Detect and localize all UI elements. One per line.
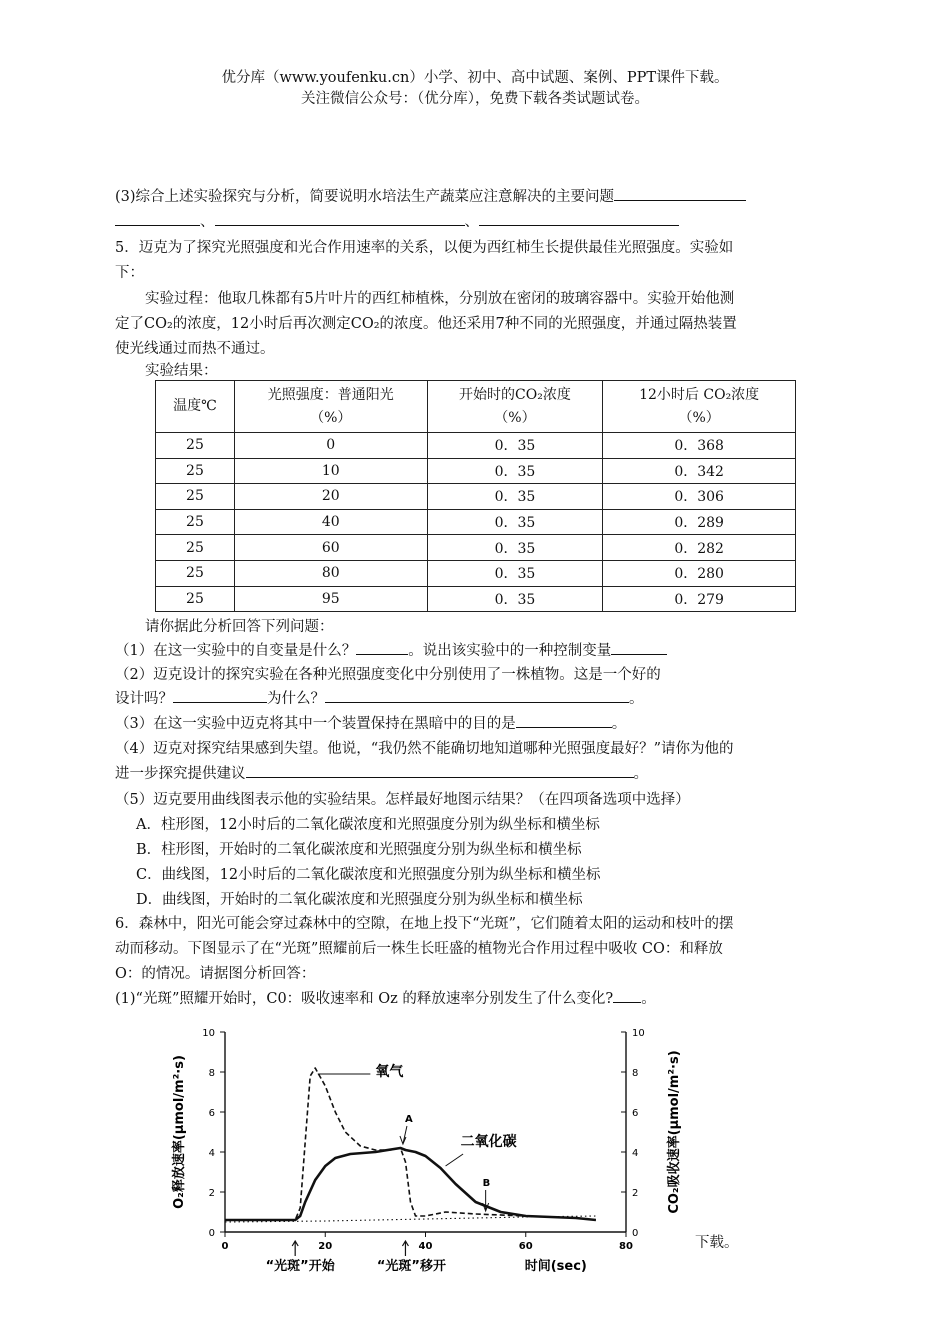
spot-start-label: “光斑”开始 bbox=[265, 1259, 335, 1274]
q3-line-1 bbox=[115, 185, 746, 206]
y-tick-label-left: 0 bbox=[208, 1228, 215, 1239]
header-co2-12h-unit: （%） bbox=[678, 409, 720, 426]
q5-process-3: 使光线通过而热不通过。 bbox=[115, 341, 275, 357]
y-tick-label-right: 6 bbox=[632, 1108, 639, 1119]
q5-sub2-line-2 bbox=[115, 687, 644, 708]
header-co2-12h bbox=[603, 381, 796, 433]
table-cell: 0．289 bbox=[603, 509, 796, 535]
table-cell: 60 bbox=[234, 535, 427, 561]
co2-label: 二氧化碳 bbox=[460, 1134, 517, 1150]
option-c: C．曲线图，12小时后的二氧化碳浓度和光照强度分别为纵坐标和横坐标 bbox=[136, 867, 601, 883]
table-cell: 0．35 bbox=[427, 484, 603, 510]
table-row bbox=[156, 560, 796, 586]
header-co2-12h-text: 12小时后 CO₂浓度 bbox=[639, 386, 760, 403]
y-tick-label-left: 4 bbox=[208, 1148, 215, 1159]
header-light bbox=[234, 381, 427, 433]
trailing-download-text: 下载。 bbox=[695, 1235, 739, 1251]
option-b: B．柱形图，开始时的二氧化碳浓度和光照强度分别为纵坐标和横坐标 bbox=[136, 842, 582, 858]
option-d: D．曲线图，开始时的二氧化碳浓度和光照强度分别为纵坐标和横坐标 bbox=[136, 892, 583, 908]
table-row bbox=[156, 509, 796, 535]
q5-sub2-text-a: 设计吗？ bbox=[115, 691, 173, 707]
q5-sub2-end: 。 bbox=[629, 691, 644, 707]
table-cell: 0．282 bbox=[603, 535, 796, 561]
q3-blank-4[interactable] bbox=[479, 212, 679, 226]
y-tick-label-left: 2 bbox=[208, 1188, 215, 1199]
table-cell: 25 bbox=[156, 509, 235, 535]
q5-sub1-text-b: 。说出该实验中的一种控制变量 bbox=[408, 643, 612, 659]
x-tick-label: 60 bbox=[518, 1241, 533, 1252]
table-cell: 25 bbox=[156, 433, 235, 459]
table-cell: 0．306 bbox=[603, 484, 796, 510]
q5-sub2-text-b: 为什么？ bbox=[267, 691, 325, 707]
header-co2-start-unit: （%） bbox=[494, 409, 536, 426]
x-axis-label: 时间(sec) bbox=[524, 1259, 587, 1274]
q5-sub4-end: 。 bbox=[633, 766, 648, 782]
table-cell: 0．368 bbox=[603, 433, 796, 459]
spot-end-label: “光斑”移开 bbox=[376, 1259, 446, 1274]
table-cell: 20 bbox=[234, 484, 427, 510]
table-cell: 0．35 bbox=[427, 560, 603, 586]
y-tick-label-left: 10 bbox=[202, 1028, 215, 1039]
table-cell: 10 bbox=[234, 458, 427, 484]
q5-sub1-blank-2[interactable] bbox=[611, 641, 667, 655]
q3-line-2 bbox=[115, 210, 679, 231]
y-tick-label-right: 10 bbox=[632, 1028, 645, 1039]
table-cell: 0．35 bbox=[427, 586, 603, 612]
q6-sub1-blank[interactable] bbox=[613, 989, 641, 1003]
q5-sub3-text: （3）在这一实验中迈克将其中一个装置保持在黑暗中的目的是 bbox=[115, 716, 516, 732]
y-tick-label-right: 8 bbox=[632, 1068, 639, 1079]
table-row bbox=[156, 458, 796, 484]
table-row bbox=[156, 535, 796, 561]
table-cell: 95 bbox=[234, 586, 427, 612]
y-tick-label-left: 6 bbox=[208, 1108, 215, 1119]
spot-start-arrow bbox=[292, 1241, 298, 1256]
q5-sub4-line-2 bbox=[115, 762, 648, 783]
photosynthesis-chart bbox=[160, 1020, 700, 1282]
table-cell: 0．35 bbox=[427, 509, 603, 535]
q3-blank-1[interactable] bbox=[614, 187, 746, 201]
table-cell: 0 bbox=[234, 433, 427, 459]
q5-sub2-blank-2[interactable] bbox=[325, 689, 629, 703]
table-cell: 80 bbox=[234, 560, 427, 586]
table-cell: 25 bbox=[156, 560, 235, 586]
option-a: A．柱形图，12小时后的二氧化碳浓度和光照强度分别为纵坐标和横坐标 bbox=[136, 817, 600, 833]
header-co2-start bbox=[427, 381, 603, 433]
table-cell: 0．35 bbox=[427, 433, 603, 459]
header-light-text: 光照强度：普通阳光 bbox=[267, 386, 394, 403]
table-header-row bbox=[156, 381, 796, 433]
table-cell: 40 bbox=[234, 509, 427, 535]
table-row bbox=[156, 484, 796, 510]
q3-blank-2[interactable] bbox=[115, 212, 200, 226]
series-line-co2 bbox=[225, 1148, 596, 1220]
table-cell: 0．35 bbox=[427, 535, 603, 561]
point-b-label: B bbox=[482, 1178, 491, 1189]
header-line-1: 优分库（www.youfenku.cn）小学、初中、高中试题、案例、PPT课件下载。 bbox=[221, 70, 729, 86]
header-light-unit: （%） bbox=[310, 409, 352, 426]
q6-line-2: 动而移动。下图显示了在“光斑”照耀前后一株生长旺盛的植物光合作用过程中吸收 CO：和释放 bbox=[115, 941, 723, 957]
q5-sub1-text-a: （1）在这一实验中的自变量是什么？ bbox=[115, 643, 357, 659]
series-line-oxygen bbox=[225, 1068, 596, 1220]
q5-sub4-line-1: （4）迈克对探究结果感到失望。他说，“我仍然不能确切地知道哪种光照强度最好？”请你为他的 bbox=[115, 741, 734, 757]
q5-process-1: 实验过程：他取几株都有5片叶片的西红柿植株，分别放在密闭的玻璃容器中。实验开始他测 bbox=[145, 291, 735, 307]
results-table bbox=[155, 380, 796, 612]
q3-text: (3)综合上述实验探究与分析，简要说明水培法生产蔬菜应注意解决的主要问题 bbox=[115, 189, 615, 205]
spot-end-arrow bbox=[402, 1241, 408, 1256]
table-row bbox=[156, 433, 796, 459]
point-a-label: A bbox=[404, 1114, 413, 1125]
q6-sub1-text: (1)“光斑”照耀开始时，C0：吸收速率和 Oz 的释放速率分别发生了什么变化? bbox=[115, 991, 614, 1007]
q3-sep-1: 、 bbox=[200, 214, 215, 230]
q5-sub3 bbox=[115, 712, 626, 733]
table-cell: 0．280 bbox=[603, 560, 796, 586]
q5-sub1-blank-1[interactable] bbox=[356, 641, 408, 655]
table-cell: 25 bbox=[156, 586, 235, 612]
table-row bbox=[156, 586, 796, 612]
x-tick-label: 40 bbox=[418, 1241, 433, 1252]
oxygen-label: 氧气 bbox=[375, 1064, 404, 1080]
q5-prompt: 请你据此分析回答下列问题： bbox=[145, 619, 334, 635]
y-tick-label-right: 0 bbox=[632, 1228, 639, 1239]
q5-intro-1: 5．迈克为了探究光照强度和光合作用速率的关系，以便为西红柿生长提供最佳光照强度。实验如 bbox=[115, 240, 734, 256]
q5-sub3-blank[interactable] bbox=[516, 714, 612, 728]
chart-axes bbox=[225, 1032, 626, 1232]
q5-sub3-end: 。 bbox=[611, 716, 627, 732]
q5-sub4-blank[interactable] bbox=[246, 764, 634, 778]
left-y-axis-label: O₂释放速率(μmol/m²·s) bbox=[172, 1055, 187, 1209]
table-cell: 25 bbox=[156, 535, 235, 561]
x-tick-label: 80 bbox=[619, 1241, 633, 1252]
q5-process-2: 定了CO₂的浓度，12小时后再次测定CO₂的浓度。他还采用7种不同的光照强度，并通过隔热装置 bbox=[115, 316, 737, 332]
q6-line-3: O：的情况。请据图分析回答： bbox=[115, 966, 316, 982]
chart-series bbox=[225, 1068, 596, 1222]
q5-sub2-blank-1[interactable] bbox=[173, 689, 267, 703]
q6-sub1 bbox=[115, 987, 656, 1008]
co2-leader-line bbox=[446, 1154, 464, 1166]
header-line-2: 关注微信公众号：（优分库），免费下载各类试题试卷。 bbox=[301, 91, 649, 107]
y-tick-label-right: 2 bbox=[632, 1188, 639, 1199]
y-tick-label-right: 4 bbox=[632, 1148, 639, 1159]
q3-sep-2: 、 bbox=[464, 214, 479, 230]
q5-sub5: （5）迈克要用曲线图表示他的实验结果。怎样最好地图示结果？（在四项备选项中选择） bbox=[115, 792, 690, 808]
q5-intro-2: 下： bbox=[115, 265, 144, 281]
x-tick-label: 20 bbox=[318, 1241, 333, 1252]
q3-blank-3[interactable] bbox=[215, 212, 465, 226]
point-a-arrow bbox=[400, 1126, 407, 1144]
header-temperature bbox=[156, 381, 235, 433]
table-cell: 25 bbox=[156, 484, 235, 510]
q6-sub1-end: 。 bbox=[641, 991, 656, 1007]
x-tick-label: 0 bbox=[221, 1241, 229, 1252]
q6-line-1: 6．森林中，阳光可能会穿过森林中的空隙，在地上投下“光斑”，它们随着太阳的运动和枝叶的摆 bbox=[115, 916, 734, 932]
y-tick-label-left: 8 bbox=[208, 1068, 215, 1079]
table-cell: 0．279 bbox=[603, 586, 796, 612]
right-y-axis-label: CO₂吸收速率(μmol/m²·s) bbox=[667, 1050, 682, 1214]
header-co2-start-text: 开始时的CO₂浓度 bbox=[459, 386, 571, 403]
q5-sub1 bbox=[115, 639, 667, 660]
table-cell: 0．342 bbox=[603, 458, 796, 484]
table-cell: 25 bbox=[156, 458, 235, 484]
q5-result-label: 实验结果： bbox=[145, 363, 218, 379]
q5-sub2-line-1: （2）迈克设计的探究实验在各种光照强度变化中分别使用了一株植物。这是一个好的 bbox=[115, 667, 661, 683]
q5-sub4-text: 进一步探究提供建议 bbox=[115, 766, 246, 782]
header-temperature-text: 温度℃ bbox=[173, 398, 217, 414]
table-cell: 0．35 bbox=[427, 458, 603, 484]
